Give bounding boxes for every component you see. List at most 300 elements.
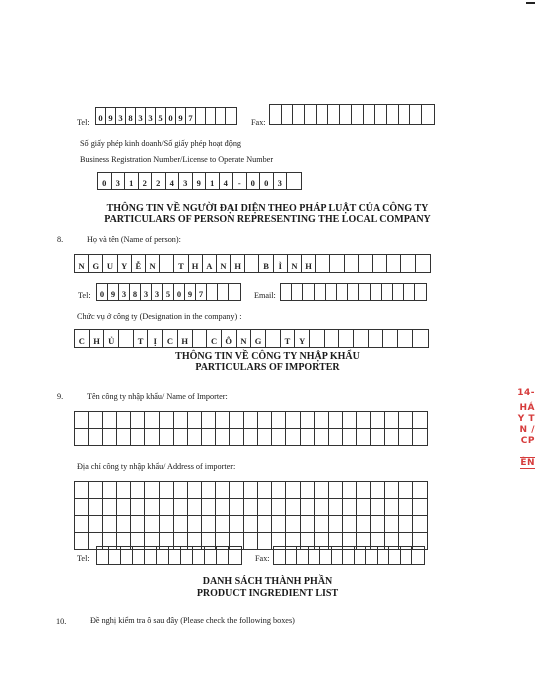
- grid-cell[interactable]: [301, 429, 315, 445]
- box-cell[interactable]: 7: [196, 284, 207, 300]
- box-cell[interactable]: Ễ: [132, 255, 146, 272]
- box-cell[interactable]: C: [163, 330, 178, 347]
- grid-cell[interactable]: [160, 429, 174, 445]
- stamp-line-1: 14-: [517, 388, 535, 398]
- grid-cell[interactable]: [272, 516, 286, 532]
- grid-cell[interactable]: [160, 482, 174, 498]
- item-number-8: 8.: [57, 235, 64, 244]
- box-cell[interactable]: 0: [166, 108, 176, 124]
- box-cell[interactable]: 8: [130, 284, 141, 300]
- box-cell[interactable]: 8: [126, 108, 136, 124]
- grid-cell[interactable]: [131, 429, 145, 445]
- grid-cell[interactable]: [399, 516, 413, 532]
- box-cell[interactable]: [286, 547, 298, 564]
- grid-cell[interactable]: [272, 412, 286, 428]
- box-cell[interactable]: [310, 330, 325, 347]
- representative-heading-vi: THÔNG TIN VỀ NGƯỜI ĐẠI DIỆN THEO PHÁP LUẬT CỦA CÔNG TY: [106, 203, 429, 214]
- grid-cell[interactable]: [174, 499, 188, 515]
- box-cell[interactable]: [297, 547, 309, 564]
- box-cell[interactable]: 0: [174, 284, 185, 300]
- box-cell[interactable]: [160, 255, 174, 272]
- box-cell[interactable]: Y: [295, 330, 310, 347]
- box-cell[interactable]: 0: [247, 173, 261, 189]
- grid-cell[interactable]: [89, 412, 103, 428]
- box-cell[interactable]: 1: [125, 173, 139, 189]
- grid-cell[interactable]: [371, 412, 385, 428]
- importer-name-grid[interactable]: [74, 411, 428, 446]
- box-cell[interactable]: [207, 284, 218, 300]
- person-email-boxes[interactable]: [280, 283, 427, 301]
- box-cell[interactable]: [119, 330, 134, 347]
- grid-cell[interactable]: [188, 429, 202, 445]
- grid-cell[interactable]: [244, 499, 258, 515]
- grid-cell[interactable]: [343, 516, 357, 532]
- box-cell[interactable]: [133, 547, 145, 564]
- box-cell[interactable]: 3: [152, 284, 163, 300]
- box-cell[interactable]: -: [233, 173, 247, 189]
- box-cell[interactable]: [337, 284, 348, 300]
- grid-cell[interactable]: [315, 412, 329, 428]
- license-label-vi: Số giấy phép kinh doanh/Số giấy phép hoạt động: [80, 139, 242, 148]
- box-cell[interactable]: [359, 284, 370, 300]
- grid-row: [75, 516, 427, 533]
- box-cell[interactable]: [383, 330, 398, 347]
- grid-cell[interactable]: [329, 499, 343, 515]
- grid-cell[interactable]: [75, 482, 89, 498]
- grid-cell[interactable]: [244, 482, 258, 498]
- grid-cell[interactable]: [216, 482, 230, 498]
- grid-cell[interactable]: [385, 412, 399, 428]
- company-tel-boxes[interactable]: [95, 107, 237, 125]
- grid-cell[interactable]: [160, 499, 174, 515]
- box-cell[interactable]: [193, 547, 205, 564]
- grid-cell[interactable]: [286, 482, 300, 498]
- grid-cell[interactable]: [188, 516, 202, 532]
- grid-cell[interactable]: [301, 412, 315, 428]
- grid-cell[interactable]: [357, 516, 371, 532]
- box-cell[interactable]: [398, 330, 413, 347]
- grid-cell[interactable]: [230, 482, 244, 498]
- box-cell[interactable]: C: [75, 330, 90, 347]
- box-cell[interactable]: 2: [152, 173, 166, 189]
- grid-cell[interactable]: [174, 412, 188, 428]
- grid-cell[interactable]: [413, 499, 427, 515]
- box-cell[interactable]: [109, 547, 121, 564]
- importer-tel-boxes[interactable]: [96, 546, 242, 565]
- box-cell[interactable]: [389, 547, 401, 564]
- grid-cell[interactable]: [301, 482, 315, 498]
- box-cell[interactable]: [422, 105, 434, 124]
- grid-cell[interactable]: [258, 482, 272, 498]
- importer-name-label: Tên công ty nhập khẩu/ Name of Importer:: [87, 392, 228, 401]
- box-cell[interactable]: [401, 255, 415, 272]
- box-cell[interactable]: [328, 105, 340, 124]
- box-cell[interactable]: 2: [139, 173, 153, 189]
- box-cell[interactable]: [157, 547, 169, 564]
- grid-cell[interactable]: [117, 499, 131, 515]
- box-cell[interactable]: 7: [186, 108, 196, 124]
- box-cell[interactable]: [317, 105, 329, 124]
- grid-row: [75, 499, 427, 516]
- box-cell[interactable]: [382, 284, 393, 300]
- grid-cell[interactable]: [399, 429, 413, 445]
- grid-cell[interactable]: [131, 412, 145, 428]
- box-cell[interactable]: Y: [118, 255, 132, 272]
- grid-cell[interactable]: [75, 412, 89, 428]
- box-cell[interactable]: [371, 284, 382, 300]
- box-cell[interactable]: N: [288, 255, 302, 272]
- box-cell[interactable]: [340, 105, 352, 124]
- grid-cell[interactable]: [202, 412, 216, 428]
- box-cell[interactable]: [97, 547, 109, 564]
- grid-cell[interactable]: [202, 516, 216, 532]
- grid-cell[interactable]: [89, 516, 103, 532]
- grid-cell[interactable]: [343, 429, 357, 445]
- grid-cell[interactable]: [244, 429, 258, 445]
- box-cell[interactable]: [369, 330, 384, 347]
- grid-cell[interactable]: [315, 429, 329, 445]
- grid-cell[interactable]: [230, 499, 244, 515]
- box-cell[interactable]: 3: [146, 108, 156, 124]
- box-cell[interactable]: [415, 284, 426, 300]
- box-cell[interactable]: U: [103, 255, 117, 272]
- box-cell[interactable]: [320, 547, 332, 564]
- grid-cell[interactable]: [258, 499, 272, 515]
- grid-cell[interactable]: [301, 499, 315, 515]
- box-cell[interactable]: [281, 284, 292, 300]
- grid-cell[interactable]: [343, 482, 357, 498]
- box-cell[interactable]: 0: [96, 108, 106, 124]
- box-cell[interactable]: 1: [206, 173, 220, 189]
- box-cell[interactable]: [145, 547, 157, 564]
- box-cell[interactable]: 0: [260, 173, 274, 189]
- box-cell[interactable]: [339, 330, 354, 347]
- box-cell[interactable]: [359, 255, 373, 272]
- box-cell[interactable]: [270, 105, 282, 124]
- box-cell[interactable]: T: [134, 330, 149, 347]
- grid-cell[interactable]: [272, 429, 286, 445]
- box-cell[interactable]: [292, 284, 303, 300]
- importer-heading-en: PARTICULARS OF IMPORTER: [195, 362, 340, 373]
- box-cell[interactable]: 9: [185, 284, 196, 300]
- grid-cell[interactable]: [160, 516, 174, 532]
- box-cell[interactable]: 9: [106, 108, 116, 124]
- grid-cell[interactable]: [385, 482, 399, 498]
- grid-cell[interactable]: [103, 499, 117, 515]
- grid-cell[interactable]: [244, 533, 258, 549]
- grid-cell[interactable]: [131, 516, 145, 532]
- box-cell[interactable]: [121, 547, 133, 564]
- grid-cell[interactable]: [371, 429, 385, 445]
- license-number-boxes[interactable]: [97, 172, 302, 190]
- license-label-en: Business Registration Number/License to Operate Number: [80, 155, 274, 164]
- grid-cell[interactable]: [399, 482, 413, 498]
- box-cell[interactable]: [401, 547, 413, 564]
- grid-row: [75, 412, 427, 429]
- grid-cell[interactable]: [202, 482, 216, 498]
- grid-cell[interactable]: [230, 429, 244, 445]
- box-cell[interactable]: 9: [176, 108, 186, 124]
- box-cell[interactable]: [326, 284, 337, 300]
- grid-cell[interactable]: [230, 412, 244, 428]
- grid-cell[interactable]: [202, 429, 216, 445]
- grid-cell[interactable]: [399, 499, 413, 515]
- box-cell[interactable]: [345, 255, 359, 272]
- box-cell[interactable]: [393, 284, 404, 300]
- importer-address-grid[interactable]: [74, 481, 428, 550]
- box-cell[interactable]: H: [189, 255, 203, 272]
- box-cell[interactable]: [375, 105, 387, 124]
- grid-cell[interactable]: [343, 499, 357, 515]
- grid-cell[interactable]: [145, 499, 159, 515]
- grid-cell[interactable]: [286, 516, 300, 532]
- box-cell[interactable]: [330, 255, 344, 272]
- importer-fax-boxes[interactable]: [273, 546, 425, 565]
- grid-cell[interactable]: [117, 429, 131, 445]
- box-cell[interactable]: [293, 105, 305, 124]
- box-cell[interactable]: 4: [220, 173, 234, 189]
- grid-cell[interactable]: [286, 412, 300, 428]
- grid-cell[interactable]: [117, 412, 131, 428]
- box-cell[interactable]: [169, 547, 181, 564]
- grid-cell[interactable]: [103, 516, 117, 532]
- box-cell[interactable]: 4: [166, 173, 180, 189]
- box-cell[interactable]: 9: [108, 284, 119, 300]
- box-cell[interactable]: [315, 284, 326, 300]
- grid-cell[interactable]: [202, 499, 216, 515]
- box-cell[interactable]: 3: [136, 108, 146, 124]
- box-cell[interactable]: [245, 255, 259, 272]
- grid-cell[interactable]: [286, 499, 300, 515]
- grid-cell[interactable]: [371, 482, 385, 498]
- box-cell[interactable]: H: [231, 255, 245, 272]
- grid-cell[interactable]: [216, 516, 230, 532]
- grid-cell[interactable]: [75, 533, 89, 549]
- box-cell[interactable]: Ủ: [104, 330, 119, 347]
- box-cell[interactable]: [316, 255, 330, 272]
- grid-cell[interactable]: [301, 516, 315, 532]
- grid-cell[interactable]: [117, 482, 131, 498]
- grid-cell[interactable]: [258, 533, 272, 549]
- box-cell[interactable]: [325, 330, 340, 347]
- person-name-boxes[interactable]: [74, 254, 431, 273]
- grid-cell[interactable]: [258, 516, 272, 532]
- designation-boxes[interactable]: [74, 329, 429, 348]
- box-cell[interactable]: N: [75, 255, 89, 272]
- box-cell[interactable]: [282, 105, 294, 124]
- grid-cell[interactable]: [174, 482, 188, 498]
- box-cell[interactable]: B: [259, 255, 273, 272]
- person-name-label: Họ và tên (Name of person):: [87, 235, 181, 244]
- grid-cell[interactable]: [272, 499, 286, 515]
- box-cell[interactable]: N: [217, 255, 231, 272]
- box-cell[interactable]: N: [237, 330, 252, 347]
- grid-cell[interactable]: [357, 499, 371, 515]
- grid-cell[interactable]: [329, 412, 343, 428]
- grid-cell[interactable]: [357, 429, 371, 445]
- grid-cell[interactable]: [315, 482, 329, 498]
- grid-cell[interactable]: [329, 482, 343, 498]
- grid-row: [75, 482, 427, 499]
- box-cell[interactable]: 0: [98, 173, 112, 189]
- ingredients-heading-en: PRODUCT INGREDIENT LIST: [196, 588, 339, 599]
- grid-cell[interactable]: [244, 412, 258, 428]
- box-cell[interactable]: [216, 108, 226, 124]
- grid-cell[interactable]: [413, 516, 427, 532]
- grid-cell[interactable]: [371, 499, 385, 515]
- box-cell[interactable]: Ì: [274, 255, 288, 272]
- grid-cell[interactable]: [258, 429, 272, 445]
- grid-cell[interactable]: [131, 482, 145, 498]
- box-cell[interactable]: G: [89, 255, 103, 272]
- grid-cell[interactable]: [315, 516, 329, 532]
- box-cell[interactable]: [348, 284, 359, 300]
- box-cell[interactable]: [274, 547, 286, 564]
- stamp-line-6: ÊN: [520, 458, 535, 468]
- grid-cell[interactable]: [145, 429, 159, 445]
- box-cell[interactable]: 3: [274, 173, 288, 189]
- box-cell[interactable]: [193, 330, 208, 347]
- box-cell[interactable]: 5: [163, 284, 174, 300]
- box-cell[interactable]: [226, 108, 236, 124]
- grid-cell[interactable]: [89, 482, 103, 498]
- grid-cell[interactable]: [329, 429, 343, 445]
- box-cell[interactable]: [416, 255, 430, 272]
- grid-cell[interactable]: [371, 516, 385, 532]
- box-cell[interactable]: [218, 284, 229, 300]
- grid-cell[interactable]: [286, 429, 300, 445]
- box-cell[interactable]: [287, 173, 301, 189]
- box-cell[interactable]: A: [203, 255, 217, 272]
- grid-cell[interactable]: [131, 499, 145, 515]
- grid-cell[interactable]: [244, 516, 258, 532]
- box-cell[interactable]: [205, 547, 217, 564]
- box-cell[interactable]: [387, 255, 401, 272]
- box-cell[interactable]: 9: [193, 173, 207, 189]
- box-cell[interactable]: [404, 284, 415, 300]
- grid-cell[interactable]: [89, 429, 103, 445]
- company-fax-boxes[interactable]: [269, 104, 435, 125]
- box-cell[interactable]: G: [251, 330, 266, 347]
- box-cell[interactable]: 3: [112, 173, 126, 189]
- grid-cell[interactable]: [145, 482, 159, 498]
- grid-cell[interactable]: [315, 499, 329, 515]
- box-cell[interactable]: [266, 330, 281, 347]
- box-cell[interactable]: [352, 105, 364, 124]
- grid-cell[interactable]: [216, 412, 230, 428]
- grid-cell[interactable]: [75, 516, 89, 532]
- box-cell[interactable]: [387, 105, 399, 124]
- grid-cell[interactable]: [329, 516, 343, 532]
- grid-cell[interactable]: [258, 412, 272, 428]
- grid-cell[interactable]: [103, 482, 117, 498]
- grid-cell[interactable]: [216, 499, 230, 515]
- box-cell[interactable]: [343, 547, 355, 564]
- box-cell[interactable]: [305, 105, 317, 124]
- box-cell[interactable]: H: [178, 330, 193, 347]
- box-cell[interactable]: 3: [116, 108, 126, 124]
- grid-cell[interactable]: [272, 482, 286, 498]
- grid-cell[interactable]: [174, 516, 188, 532]
- box-cell[interactable]: C: [207, 330, 222, 347]
- box-cell[interactable]: 3: [179, 173, 193, 189]
- box-cell[interactable]: 3: [141, 284, 152, 300]
- grid-cell[interactable]: [103, 412, 117, 428]
- grid-cell[interactable]: [103, 429, 117, 445]
- grid-cell[interactable]: [145, 516, 159, 532]
- grid-cell[interactable]: [399, 412, 413, 428]
- box-cell[interactable]: [229, 284, 240, 300]
- grid-cell[interactable]: [188, 412, 202, 428]
- box-cell[interactable]: H: [90, 330, 105, 347]
- person-email-label: Email:: [254, 291, 276, 300]
- box-cell[interactable]: [332, 547, 344, 564]
- grid-cell[interactable]: [145, 412, 159, 428]
- box-cell[interactable]: [412, 547, 424, 564]
- grid-cell[interactable]: [216, 429, 230, 445]
- grid-cell[interactable]: [385, 429, 399, 445]
- box-cell[interactable]: [378, 547, 390, 564]
- box-cell[interactable]: 5: [156, 108, 166, 124]
- box-cell[interactable]: [196, 108, 206, 124]
- grid-cell[interactable]: [174, 429, 188, 445]
- box-cell[interactable]: [217, 547, 229, 564]
- box-cell[interactable]: [303, 284, 314, 300]
- box-cell[interactable]: Ị: [148, 330, 163, 347]
- box-cell[interactable]: [413, 330, 428, 347]
- grid-cell[interactable]: [160, 412, 174, 428]
- box-cell[interactable]: Ô: [222, 330, 237, 347]
- stamp-line-5: CP: [520, 436, 535, 446]
- box-cell[interactable]: [181, 547, 193, 564]
- box-cell[interactable]: [354, 330, 369, 347]
- grid-cell[interactable]: [188, 499, 202, 515]
- grid-cell[interactable]: [357, 412, 371, 428]
- grid-cell[interactable]: [413, 412, 427, 428]
- box-cell[interactable]: T: [281, 330, 296, 347]
- grid-cell[interactable]: [413, 482, 427, 498]
- person-tel-boxes[interactable]: [96, 283, 241, 301]
- box-cell[interactable]: [373, 255, 387, 272]
- box-cell[interactable]: [364, 105, 376, 124]
- box-cell[interactable]: [410, 105, 422, 124]
- page-edge-mark: [526, 2, 535, 4]
- grid-cell[interactable]: [357, 482, 371, 498]
- grid-cell[interactable]: [343, 412, 357, 428]
- box-cell[interactable]: 3: [119, 284, 130, 300]
- importer-address-label: Địa chỉ công ty nhập khẩu/ Address of importer:: [77, 462, 236, 471]
- grid-cell[interactable]: [75, 429, 89, 445]
- box-cell[interactable]: [399, 105, 411, 124]
- box-cell[interactable]: [309, 547, 321, 564]
- box-cell[interactable]: [229, 547, 241, 564]
- box-cell[interactable]: T: [174, 255, 188, 272]
- grid-cell[interactable]: [230, 516, 244, 532]
- box-cell[interactable]: [366, 547, 378, 564]
- box-cell[interactable]: [355, 547, 367, 564]
- grid-cell[interactable]: [75, 499, 89, 515]
- grid-cell[interactable]: [117, 516, 131, 532]
- grid-cell[interactable]: [385, 499, 399, 515]
- grid-cell[interactable]: [89, 499, 103, 515]
- box-cell[interactable]: 0: [97, 284, 108, 300]
- box-cell[interactable]: N: [146, 255, 160, 272]
- grid-cell[interactable]: [413, 429, 427, 445]
- box-cell[interactable]: H: [302, 255, 316, 272]
- grid-cell[interactable]: [188, 482, 202, 498]
- box-cell[interactable]: [206, 108, 216, 124]
- grid-cell[interactable]: [385, 516, 399, 532]
